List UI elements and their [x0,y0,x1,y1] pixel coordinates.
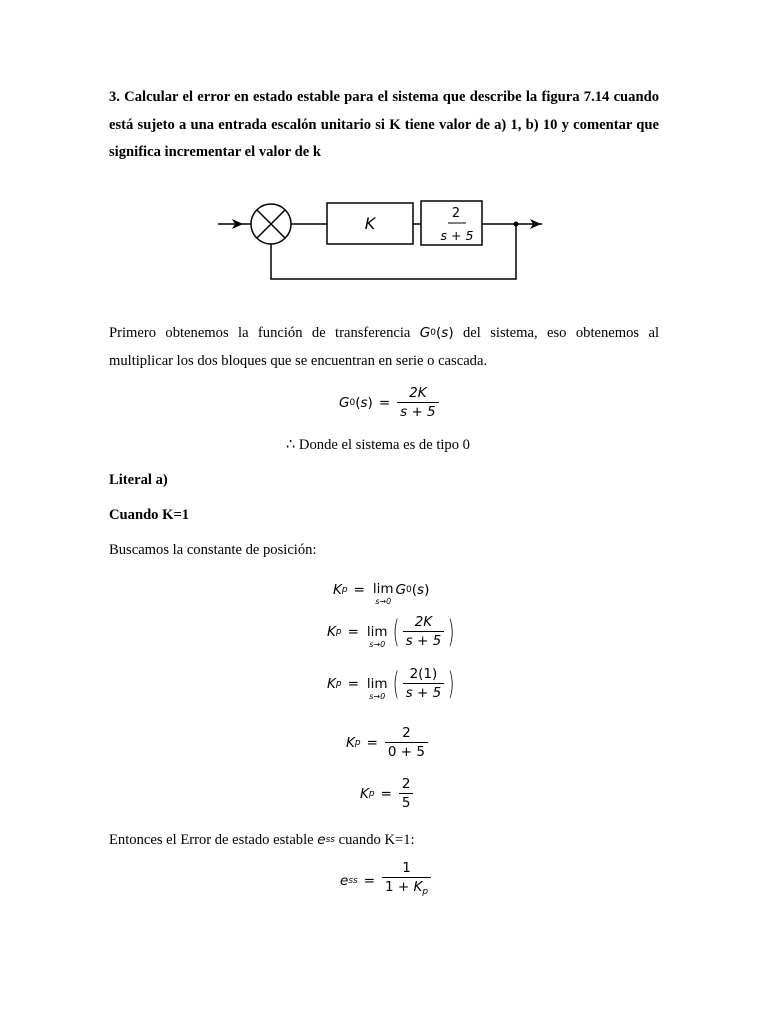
intro-paragraph [109,320,659,375]
ess-intro: Entonces el Error de estado estable e ss cuando K=1: [109,832,415,848]
eq-kp-result: K p = $\frac{2}{5}$ [360,776,414,812]
plant-numerator: 2 [451,206,461,221]
g0s-inline: G 0 ( s ) [419,325,454,341]
eq-kp-substituted: K p = lim s→0 ( $\frac{2(1)}{s + 5}$ ) [327,666,455,702]
plant-denominator: s + 5 [440,228,474,243]
system-type-conclusion: ∴ Donde el sistema es de tipo 0 [286,437,470,453]
eq-kp-evaluated: K p = $\frac{2}{0 + 5}$ [346,725,429,761]
intro-text-2: del sistema, eso obtenemos al multiplicar los dos bloques que se encuentran en serie o cascada. [109,325,659,369]
feedback-path [271,224,516,279]
case-heading: Cuando K=1 [109,507,190,523]
block-diagram [210,195,550,290]
takeoff-point [514,222,519,227]
kp-intro: Buscamos la constante de posición: [109,542,317,558]
eq-transfer-function: G 0 ( s ) = $\frac{2K}{s + 5}$ [339,385,440,421]
eq-kp-limit-expanded: K p = lim s→0 ( $\frac{2K}{s + 5}$ ) [327,614,455,650]
eq-kp-limit: K p = lim s→0 G 0 ( s ) [333,581,430,606]
ess-inline: e ss [317,832,335,848]
literal-heading: Literal a) [109,472,168,488]
eq-ess: e ss = $\frac{1}{1 + K_p}$ [340,860,432,901]
gain-label: K [364,214,376,233]
problem-statement: 3. Calcular el error en estado estable para el sistema que describe la figura 7.14 cuando está sujeto a una entrada escalón unitario si K tiene valor de a) 1, b) 10 y comentar que significa incrementar el valor de k [109,89,659,160]
intro-text-1: Primero obtenemos la función de transferencia [109,325,420,341]
